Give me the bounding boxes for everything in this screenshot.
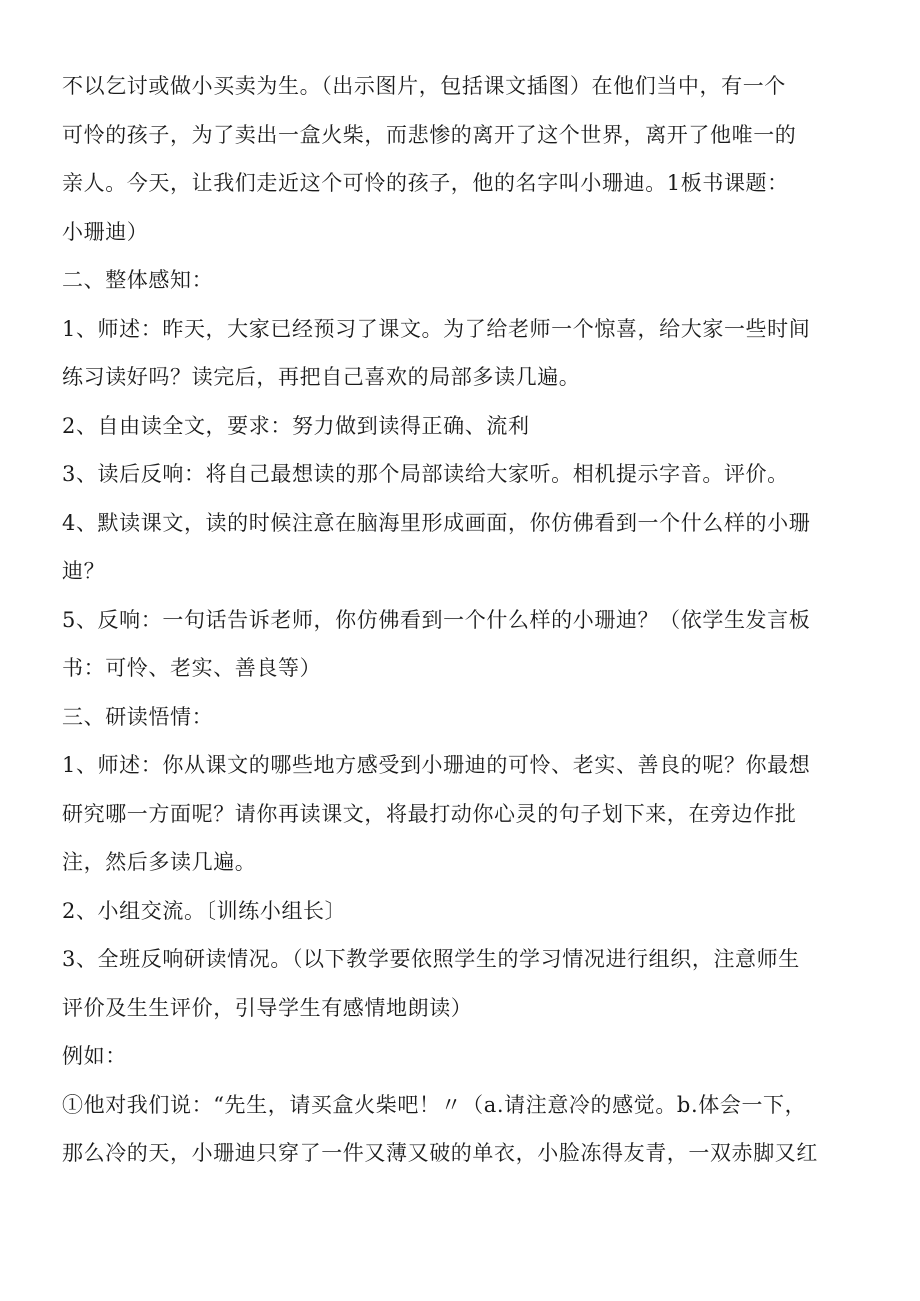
text-line: 2、自由读全文，要求：努力做到读得正确、流利 [62,413,530,438]
text-line: 不以乞讨或做小买卖为生。（出示图片，包括课文插图）在他们当中，有一个 [62,74,786,98]
text-line: 研究哪一方面呢？请你再读课文，将最打动你心灵的句子划下来，在旁边作批 [62,801,797,826]
section-heading: 二、整体感知： [62,268,214,292]
text-line: 4、默读课文，读的时候注意在脑海里形成画面，你仿佛看到一个什么样的小珊 [62,510,811,535]
text-line: ①他对我们说：“先生，请买盒火柴吧！〃（a.请注意冷的感觉。b.体会一下， [62,1092,807,1117]
text-line: 亲人。今天，让我们走近这个可怜的孩子，他的名字叫小珊迪。1板书课题： [62,171,789,195]
text-line: 评价及生生评价，引导学生有感情地朗读） [62,995,473,1020]
document-page [62,66,882,1182]
section-heading: 三、研读悟情： [62,704,214,729]
text-line: 书：可怜、老实、善良等） [62,656,322,680]
text-line: 练习读好吗？读完后，再把自己喜欢的局部多读几遍。 [62,365,581,389]
text-line: 注，然后多读几遍。 [62,850,257,874]
text-line: 小珊迪） [62,219,149,244]
text-line: 可怜的孩子，为了卖出一盒火柴，而悲惨的离开了这个世界，离开了他唯一的 [62,122,797,147]
text-line: 例如： [62,1044,127,1068]
text-line: 3、全班反响研读情况。（以下教学要依照学生的学习情况进行组织，注意师生 [62,947,800,971]
text-line: 3、读后反响：将自己最想读的那个局部读给大家听。相机提示字音。评价。 [62,462,789,486]
text-line: 1、师述：你从课文的哪些地方感受到小珊迪的可怜、老实、善良的呢？你最想 [62,753,811,777]
text-line: 5、反响：一句话告诉老师，你仿佛看到一个什么样的小珊迪？（依学生发言板 [62,607,811,632]
text-line: 迪？ [62,559,106,583]
text-line: 2、小组交流。〔训练小组长〕 [62,898,347,923]
text-line: 1、师述：昨天，大家已经预习了课文。为了给老师一个惊喜，给大家一些时间 [62,316,811,341]
text-line: 那么冷的天，小珊迪只穿了一件又薄又破的单衣，小脸冻得友青，一双赤脚又红 [62,1141,818,1165]
